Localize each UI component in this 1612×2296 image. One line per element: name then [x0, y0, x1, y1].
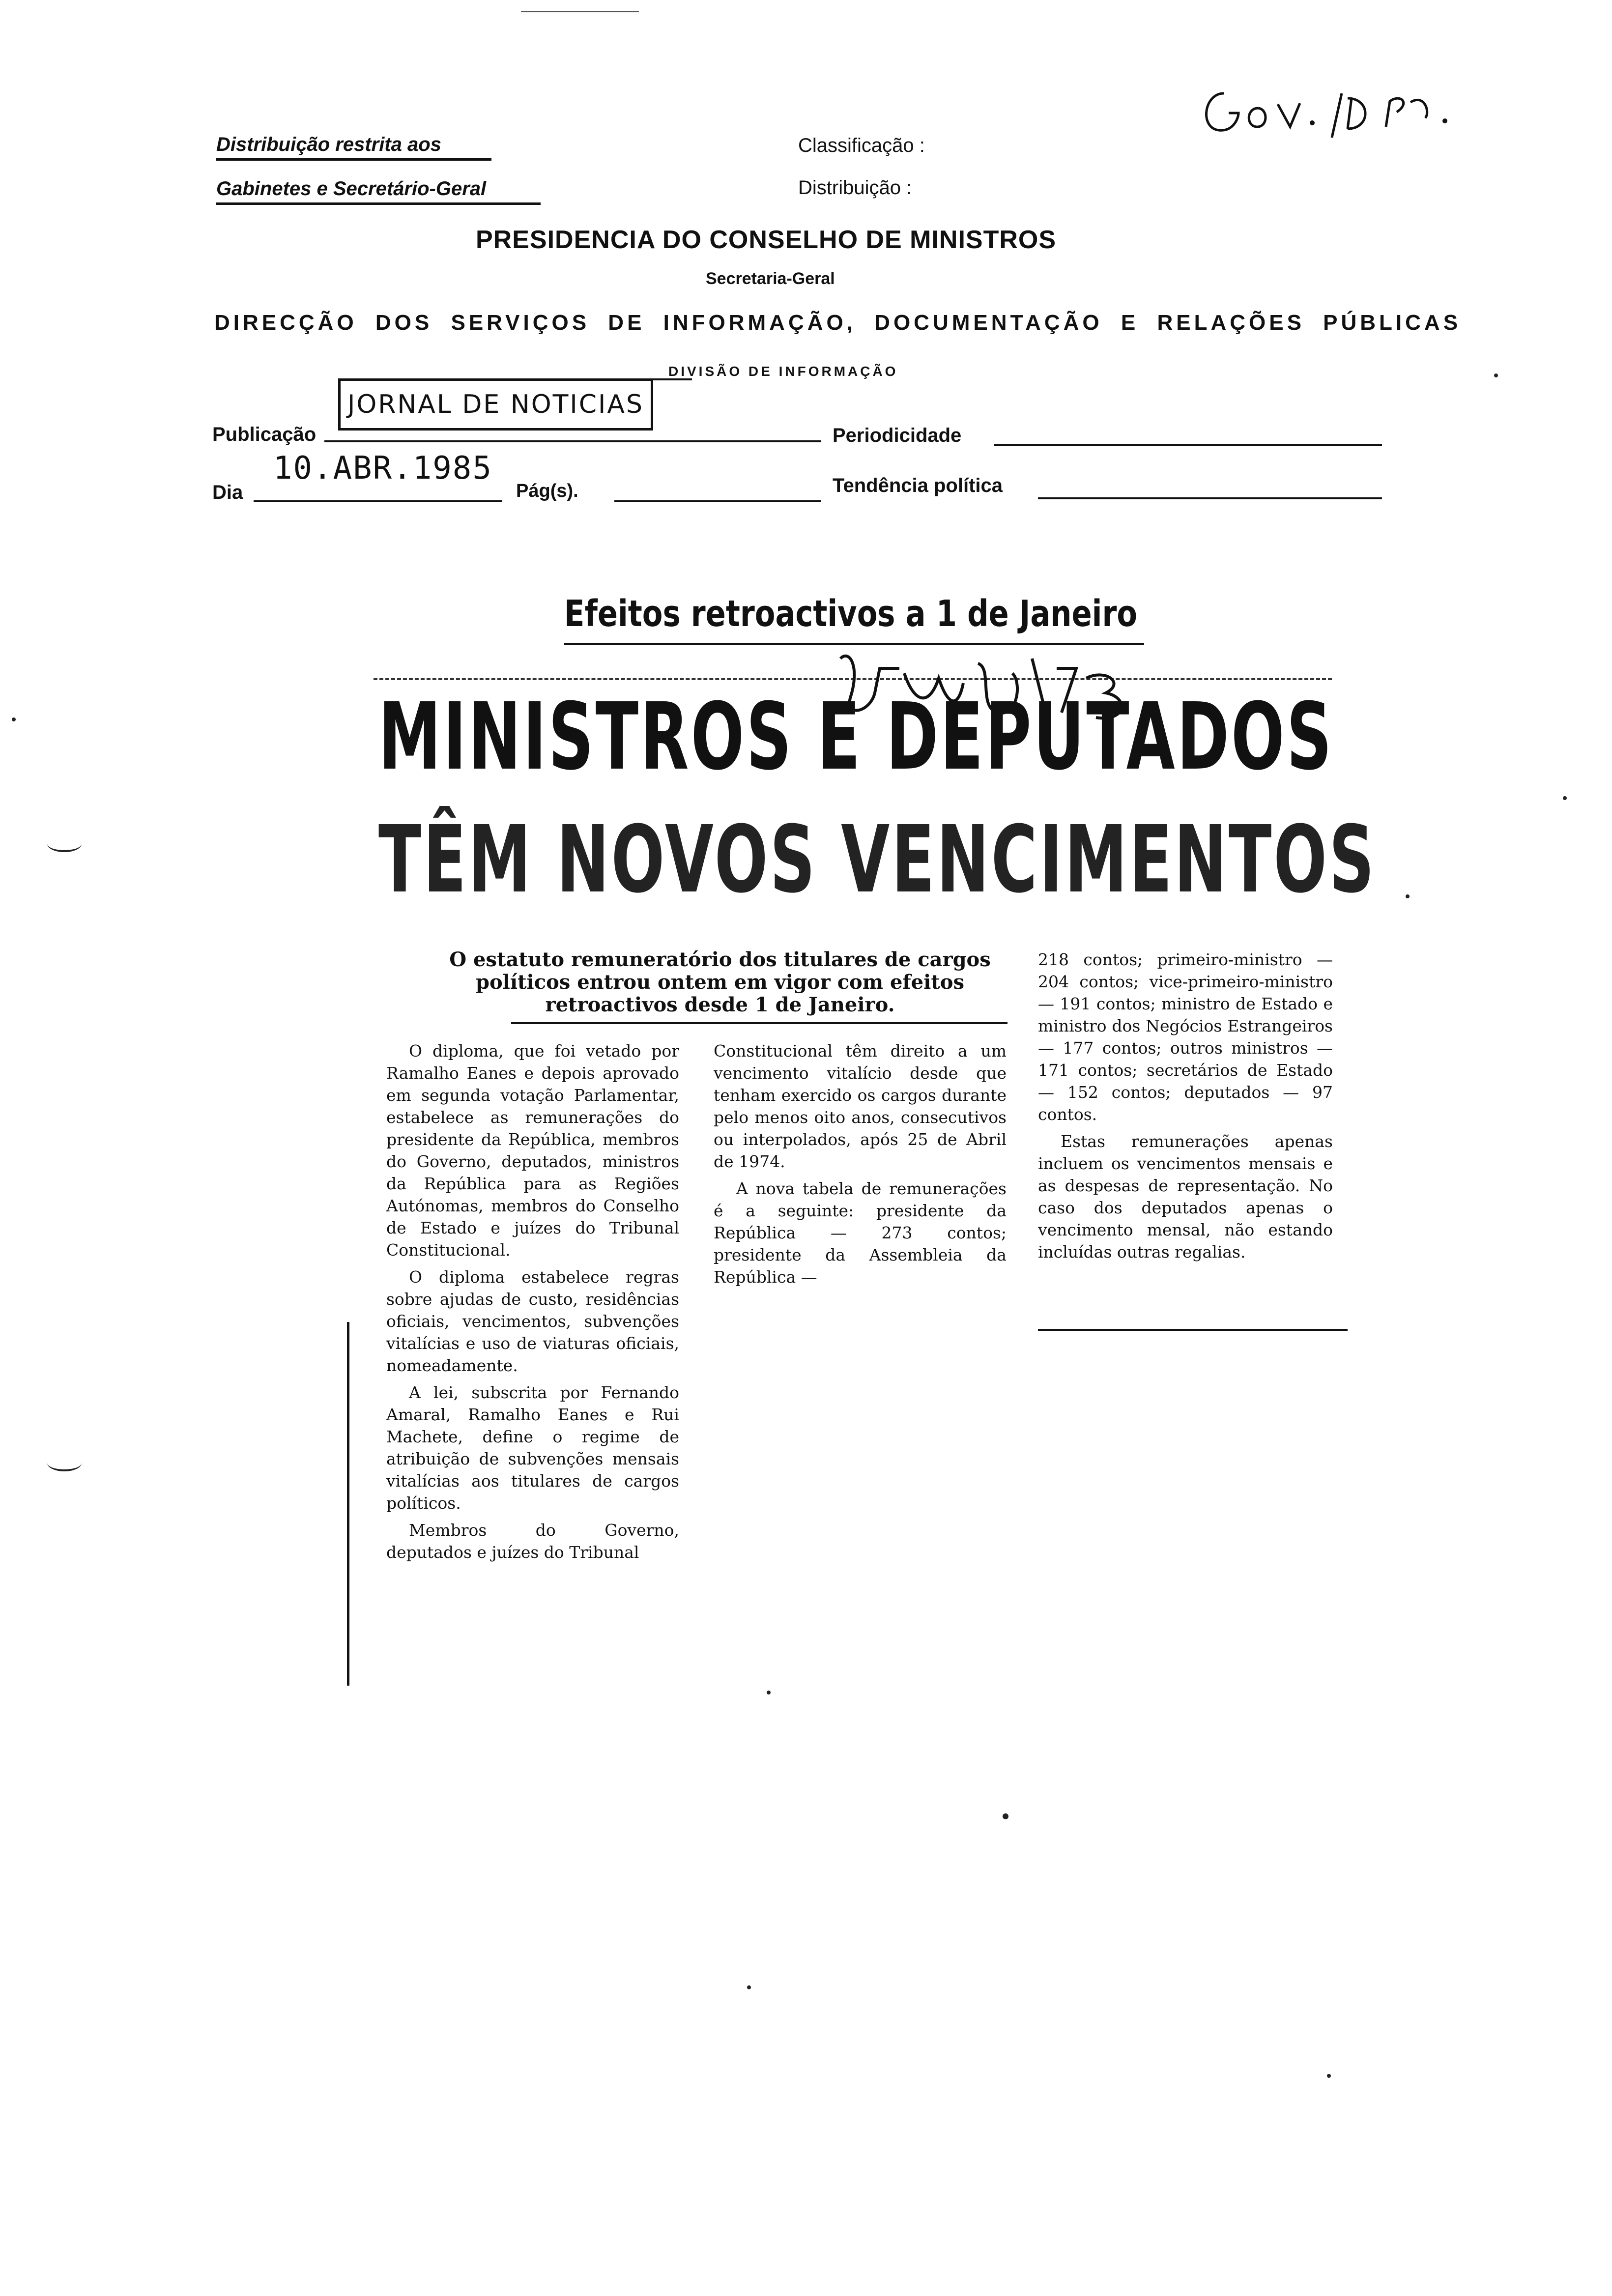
- article-column-1: [386, 1040, 679, 1568]
- publicacao-value-box: JORNAL DE NOTICIAS: [338, 378, 653, 430]
- classificacao-label: Classificação :: [798, 135, 925, 156]
- division: DIVISÃO DE INFORMAÇÃO: [668, 364, 898, 379]
- restricted-line-1: Distribuição restrita aos: [216, 134, 441, 155]
- scan-speck: [1563, 796, 1567, 800]
- publicacao-line: [324, 440, 821, 442]
- scan-speck: [747, 1985, 751, 1989]
- lead-underline: [511, 1022, 1008, 1024]
- margin-mark: [47, 835, 82, 852]
- directorate: DIRECÇÃO DOS SERVIÇOS DE INFORMAÇÃO, DOCUMENTAÇÃO E RELAÇÕES PÚBLICAS: [214, 311, 1462, 335]
- periodicidade-label: Periodicidade: [833, 425, 962, 446]
- article-lead: O estatuto remuneratório dos titulares de cargos políticos entrou ontem em vigor com efeitos retroactivos desde 1 de Janeiro.: [449, 948, 991, 1016]
- scan-speck: [12, 718, 16, 721]
- margin-mark: [47, 1455, 82, 1471]
- scan-speck: [1003, 1813, 1008, 1819]
- col1-paragraph: O diploma, que foi vetado por Ramalho Eanes e depois aprovado em segunda votação Parlamentar, estabelece as remunerações do presidente da República, membros do Governo, deputados, ministros da República para as Regiões Autónomas, membros do Conselho de Estado e juízes do Tribunal Constitucional.: [386, 1041, 679, 1260]
- institution-sub: Secretaria-Geral: [706, 269, 835, 288]
- box-top-rule: [338, 378, 692, 380]
- publicacao-label: Publicação: [212, 424, 317, 445]
- col1-paragraph: Membros do Governo, deputados e juízes do Tribunal: [386, 1521, 679, 1562]
- periodicidade-line: [994, 444, 1382, 446]
- pags-line: [614, 500, 821, 502]
- article-column-2: [714, 1040, 1007, 1293]
- dia-label: Dia: [212, 482, 243, 503]
- column-left-bracket: [347, 1322, 354, 1686]
- institution-name: PRESIDENCIA DO CONSELHO DE MINISTROS: [476, 226, 1057, 254]
- col1-paragraph: O diploma estabelece regras sobre ajudas de custo, residências oficiais, vencimentos, subvenções vitalícias e uso de viaturas oficiais, nomeadamente.: [386, 1267, 679, 1375]
- col2-paragraph: Constitucional têm direito a um vencimento vitalício desde que tenham exercido os cargos durante pelo menos oito anos, consecutivos ou interpolados, após 25 de Abril de 1974.: [714, 1041, 1007, 1171]
- scan-speck: [767, 1691, 771, 1694]
- column-3-end-rule: [1038, 1329, 1348, 1331]
- scan-speck: [1494, 373, 1498, 377]
- col3-paragraph: Estas remunerações apenas incluem os vencimentos mensais e as despesas de representação. No caso dos deputados apenas o vencimento mensal, não estando incluídas outras regalias.: [1038, 1132, 1333, 1262]
- article-column-3: [1038, 948, 1333, 1268]
- col2-paragraph: A nova tabela de remunerações é a seguinte: presidente da República — 273 contos; presidente da Assembleia da República —: [714, 1179, 1007, 1287]
- handwritten-code: [1194, 74, 1469, 147]
- tendencia-line: [1038, 497, 1382, 499]
- distribuicao-label: Distribuição :: [798, 177, 912, 199]
- restricted-underline-1: [216, 158, 491, 161]
- col1-paragraph: A lei, subscrita por Fernando Amaral, Ramalho Eanes e Rui Machete, define o regime de atribuição de subvenções mensais vitalícias aos titulares de cargos políticos.: [386, 1383, 679, 1513]
- article-kicker: Efeitos retroactivos a 1 de Janeiro: [564, 593, 1138, 635]
- scan-speck: [1327, 2074, 1331, 2078]
- tendencia-label: Tendência política: [833, 475, 1003, 496]
- scan-edge-mark: [521, 11, 639, 12]
- pags-label: Pág(s).: [516, 481, 578, 501]
- dia-value: 10.ABR.1985: [273, 450, 492, 487]
- restricted-underline-2: [216, 202, 541, 205]
- scan-speck: [1406, 894, 1410, 898]
- dia-line: [254, 500, 502, 502]
- restricted-line-2: Gabinetes e Secretário-Geral: [216, 178, 487, 200]
- headline-line-1: MINISTROS E DEPUTADOS: [378, 683, 1334, 791]
- headline-line-2: TÊM NOVOS VENCIMENTOS: [378, 806, 1377, 914]
- col3-paragraph: 218 contos; primeiro-ministro — 204 contos; vice-primeiro-ministro — 191 contos; ministro de Estado e ministro dos Negócios Estrangeiros — 177 contos; outros ministros — 171 contos; secretários de Estado — 152 contos; deputados — 97 contos.: [1038, 950, 1333, 1124]
